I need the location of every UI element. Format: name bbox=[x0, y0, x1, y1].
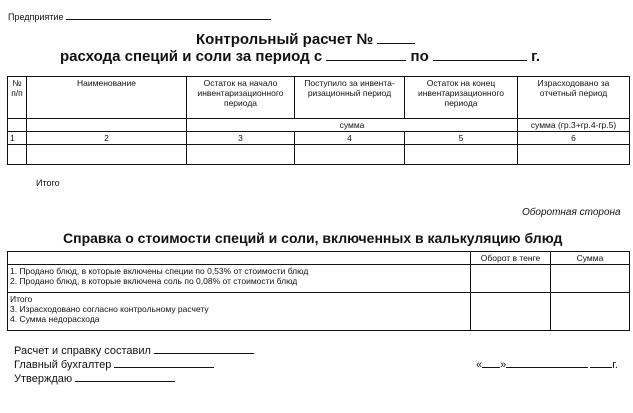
sum-label: сумма bbox=[187, 119, 518, 132]
title-period-mid: по bbox=[410, 48, 429, 65]
reference-header-row bbox=[8, 252, 630, 265]
signature-approve-field bbox=[75, 371, 175, 382]
reference-shortfall: 4. Сумма недорасхода bbox=[10, 314, 100, 324]
reference-total: Итого bbox=[10, 294, 33, 304]
title-period-prefix: расхода специй и соли за период с bbox=[60, 48, 323, 65]
colnum-4: 4 bbox=[295, 132, 405, 145]
col-turnover: Оборот в тенге bbox=[471, 252, 551, 265]
col-sum: Сумма bbox=[551, 252, 630, 265]
table1-number-row bbox=[8, 132, 630, 145]
title-period-suffix: г. bbox=[531, 48, 541, 65]
signature-chief-accountant bbox=[14, 357, 214, 371]
reference-consumed: 3. Израсходовано согласно контрольному расчету bbox=[10, 304, 209, 314]
signature-chief-field bbox=[114, 357, 214, 368]
date-day-field bbox=[482, 357, 500, 368]
control-calc-table bbox=[7, 76, 630, 165]
table1-sum-row bbox=[8, 119, 630, 132]
colnum-2: 2 bbox=[27, 132, 187, 145]
table1-header-row bbox=[8, 77, 630, 119]
reference-table bbox=[7, 251, 630, 331]
signature-approve-label: Утверждаю bbox=[14, 373, 73, 385]
col-consumed: Израсходовано за отчетный период bbox=[518, 77, 630, 119]
title-line-1 bbox=[196, 31, 415, 48]
period-to-field bbox=[433, 48, 527, 61]
reference-row-spices: 1. Продано блюд, в которые включены специи по 0,53% от стоимости блюд bbox=[10, 266, 309, 276]
colnum-3: 3 bbox=[187, 132, 295, 145]
reference-row-salt: 2. Продано блюд, в которые включена соль по 0,08% от стоимости блюд bbox=[10, 276, 298, 286]
col-opening-balance: Остаток на начало инвентаризационного периода bbox=[187, 77, 295, 119]
reference-row-totals bbox=[8, 293, 630, 331]
date-year-field bbox=[590, 357, 612, 368]
colnum-6: 6 bbox=[518, 132, 630, 145]
signature-compiled-label: Расчет и справку составил bbox=[14, 345, 151, 357]
col-closing-balance: Остаток на конец инвентаризационного периода bbox=[405, 77, 518, 119]
signature-compiled bbox=[14, 343, 254, 357]
date-suffix: г. bbox=[612, 359, 618, 371]
col-name: Наименование bbox=[27, 77, 187, 119]
enterprise-label: Предприятие bbox=[8, 12, 64, 22]
enterprise-field bbox=[66, 10, 271, 20]
date-open-quote: « bbox=[476, 359, 483, 371]
sum-formula: сумма (гр.3+гр.4-гр.5) bbox=[518, 119, 630, 132]
reverse-side-label: Оборотная сторона bbox=[522, 207, 621, 218]
reference-row-sales bbox=[8, 265, 630, 293]
total-label: Итого bbox=[36, 178, 60, 188]
col-received: Поступило за инвентаризационный период bbox=[295, 77, 405, 119]
colnum-1: 1 bbox=[8, 132, 27, 145]
calc-number-field bbox=[377, 31, 415, 44]
col-number: № п/п bbox=[8, 77, 27, 119]
enterprise-row bbox=[8, 10, 271, 22]
signature-chief-label: Главный бухгалтер bbox=[14, 359, 112, 371]
period-from-field bbox=[326, 48, 406, 61]
signature-compiled-field bbox=[154, 343, 254, 354]
title-line-2 bbox=[60, 48, 540, 65]
date-month-field bbox=[506, 357, 588, 368]
table-row bbox=[8, 145, 630, 165]
colnum-5: 5 bbox=[405, 132, 518, 145]
signature-approve bbox=[14, 371, 175, 385]
date-close-quote: » bbox=[500, 359, 507, 371]
reference-title: Справка о стоимости специй и соли, включенных в калькуляцию блюд bbox=[63, 230, 563, 246]
title-control-calc: Контрольный расчет № bbox=[196, 31, 374, 48]
date-row bbox=[476, 357, 618, 371]
